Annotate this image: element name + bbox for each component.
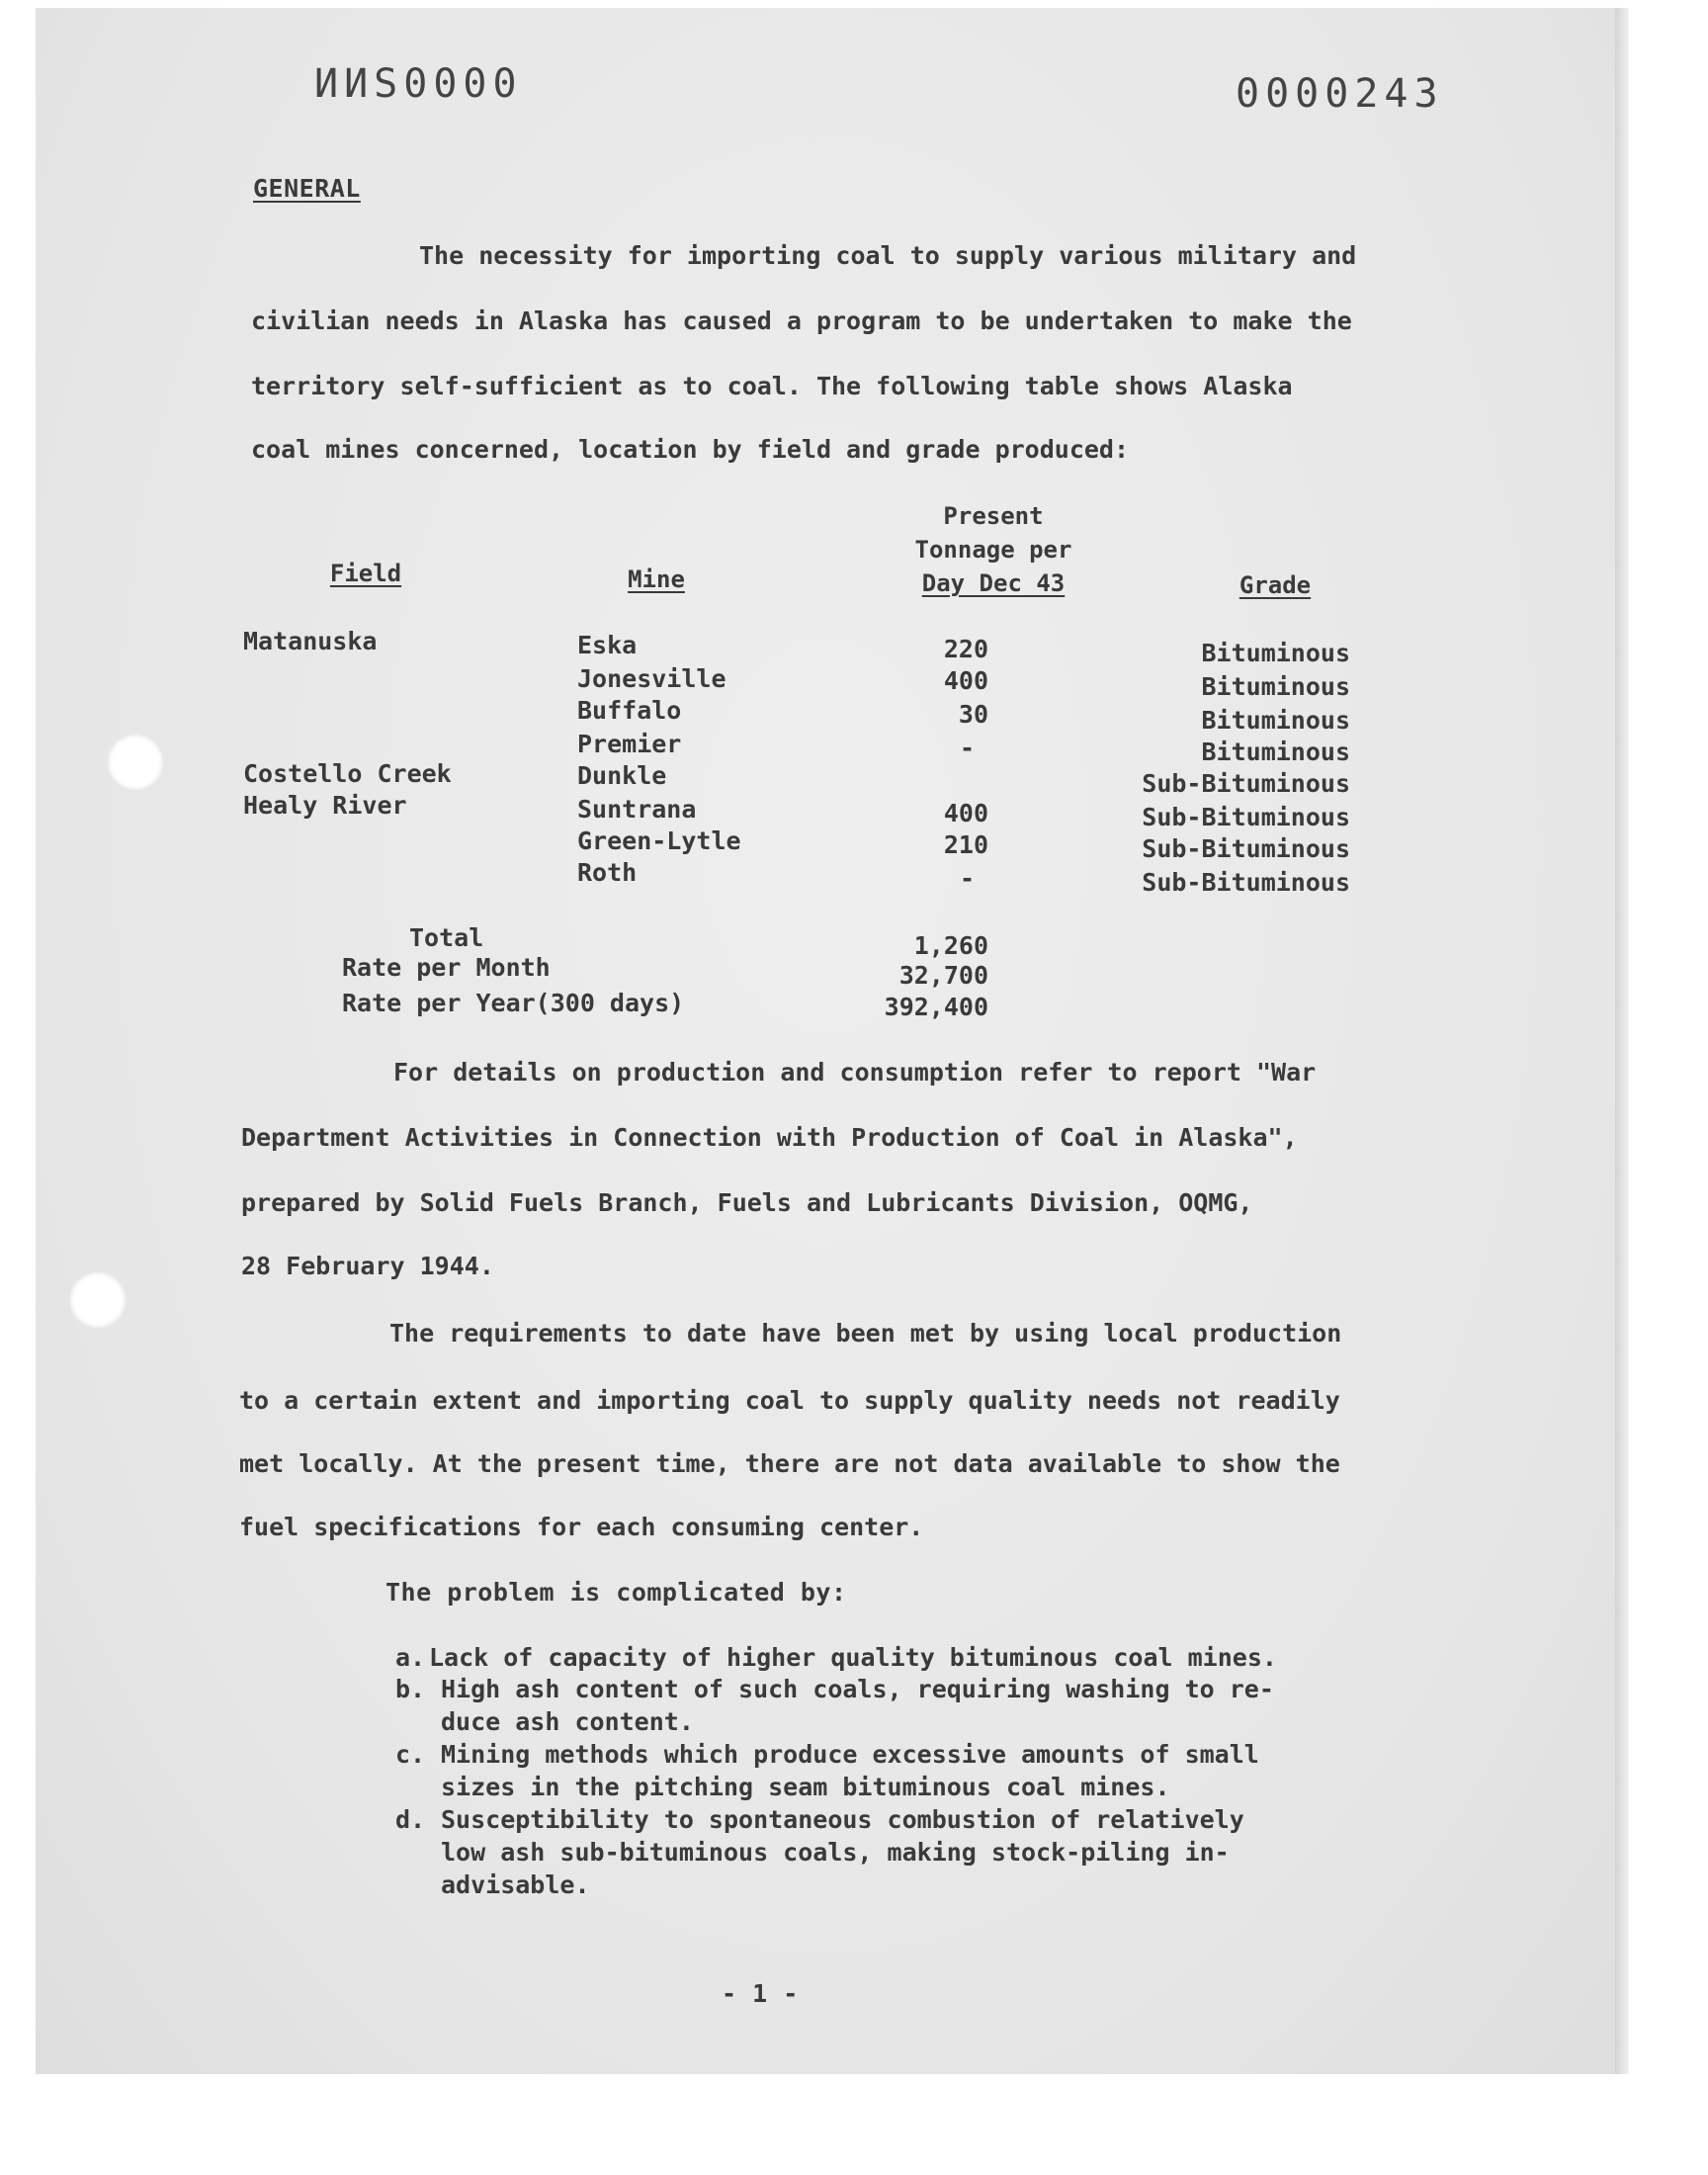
stamp-right: 0000243: [1236, 71, 1444, 117]
row-grade: Sub-Bituminous: [1142, 803, 1350, 831]
problem-intro: The problem is complicated by:: [385, 1578, 847, 1607]
row-tonnage: 220: [943, 635, 988, 663]
row-tonnage: 400: [943, 799, 988, 827]
row-grade: Bituminous: [1201, 672, 1350, 701]
punch-hole-lower: [69, 1271, 127, 1329]
rate-month-label: Rate per Month: [342, 953, 551, 982]
item-text: sizes in the pitching seam bituminous coal mines.: [441, 1773, 1170, 1801]
row-mine: Suntrana: [577, 795, 697, 824]
row-mine: Green-Lytle: [577, 826, 741, 855]
rate-month-value: 32,700: [898, 961, 988, 990]
punch-hole-upper: [107, 734, 164, 791]
total-label: Total: [409, 923, 484, 952]
requirements-line: The requirements to date have been met by using local production: [389, 1319, 1342, 1348]
row-mine: Dunkle: [577, 761, 667, 790]
requirements-line: fuel specifications for each consuming center.: [239, 1513, 924, 1541]
row-tonnage: 400: [943, 666, 988, 695]
intro-line: civilian needs in Alaska has caused a program to be undertaken to make the: [251, 306, 1352, 335]
row-field: Healy River: [243, 791, 407, 820]
row-tonnage: -: [959, 864, 975, 893]
row-field: Costello Creek: [243, 759, 452, 788]
item-text: low ash sub-bituminous coals, making stock-piling in-: [441, 1838, 1230, 1867]
details-line: 28 February 1944.: [241, 1252, 494, 1280]
header-field: Field: [329, 560, 402, 587]
header-grade: Grade: [1238, 571, 1312, 599]
requirements-line: to a certain extent and importing coal to supply quality needs not readily: [239, 1386, 1340, 1415]
row-grade: Sub-Bituminous: [1142, 868, 1350, 897]
total-value: 1,260: [913, 931, 988, 960]
row-tonnage: 210: [943, 830, 988, 859]
stamp-left: ИИS0000: [314, 61, 523, 107]
row-mine: Buffalo: [577, 696, 682, 725]
row-grade: Bituminous: [1201, 738, 1350, 766]
item-key: d.: [395, 1805, 426, 1834]
details-line: prepared by Solid Fuels Branch, Fuels and Lubricants Division, OQMG,: [241, 1188, 1253, 1217]
header-tonnage-line2: Tonnage per: [914, 536, 1072, 564]
details-line: Department Activities in Connection with Production of Coal in Alaska",: [241, 1123, 1298, 1152]
header-tonnage-line3: Day Dec 43: [921, 569, 1066, 597]
row-tonnage: -: [959, 734, 975, 762]
section-heading: GENERAL: [253, 174, 361, 203]
item-key: b.: [395, 1675, 426, 1703]
header-mine: Mine: [628, 566, 685, 593]
header-tonnage-line1: Present: [943, 502, 1044, 530]
requirements-line: met locally. At the present time, there are not data available to show the: [239, 1449, 1340, 1478]
row-grade: Bituminous: [1201, 706, 1350, 735]
item-text: High ash content of such coals, requiring washing to re-: [441, 1675, 1274, 1703]
row-grade: Sub-Bituminous: [1142, 769, 1350, 798]
row-mine: Eska: [577, 631, 638, 659]
page-number: - 1 -: [722, 1979, 799, 2008]
details-line: For details on production and consumption refer to report "War: [393, 1058, 1317, 1087]
item-key: c.: [395, 1740, 426, 1769]
row-tonnage: 30: [958, 700, 988, 729]
intro-line: coal mines concerned, location by field and grade produced:: [251, 435, 1130, 464]
row-mine: Jonesville: [577, 664, 726, 693]
row-grade: Sub-Bituminous: [1142, 834, 1350, 863]
row-mine: Premier: [577, 730, 682, 758]
rate-year-label: Rate per Year(300 days): [342, 989, 685, 1017]
item-text: advisable.: [441, 1870, 590, 1899]
item-text: Susceptibility to spontaneous combustion of relatively: [441, 1805, 1244, 1834]
row-mine: Roth: [577, 858, 638, 887]
item-key: a.: [395, 1643, 426, 1672]
rate-year-value: 392,400: [884, 993, 988, 1021]
intro-line: territory self-sufficient as to coal. The following table shows Alaska: [251, 372, 1293, 400]
page-edge-shadow: [1615, 8, 1629, 2074]
item-text: duce ash content.: [441, 1707, 694, 1736]
item-text: Lack of capacity of higher quality bituminous coal mines.: [429, 1643, 1277, 1672]
intro-line: The necessity for importing coal to supply various military and: [419, 241, 1357, 270]
row-grade: Bituminous: [1201, 639, 1350, 667]
item-text: Mining methods which produce excessive amounts of small: [441, 1740, 1259, 1769]
row-field: Matanuska: [243, 627, 378, 655]
